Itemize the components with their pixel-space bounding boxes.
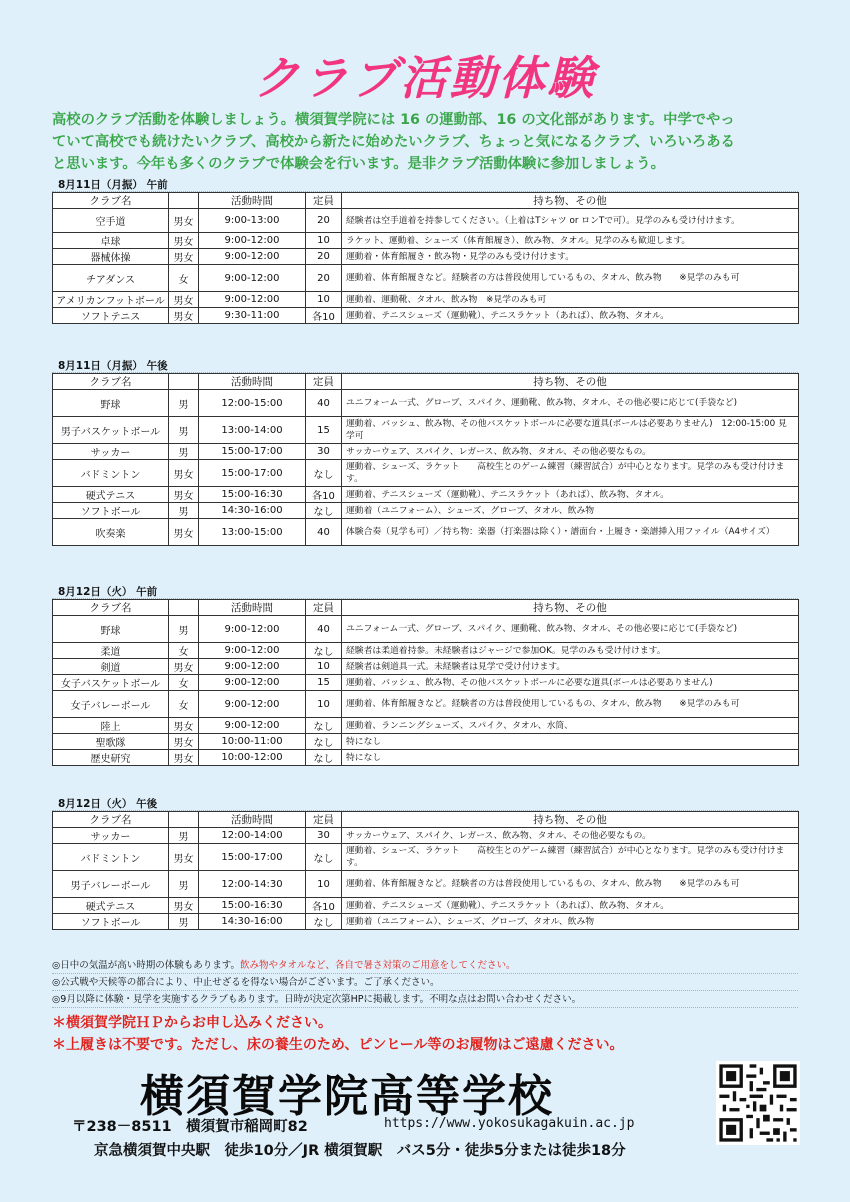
club-name: アメリカンフットボール	[53, 292, 169, 308]
note-heat-warning: 飲み物やタオルなど、各自で暑さ対策のご用意をしてください。	[240, 960, 516, 971]
activity-time: 15:00-17:00	[199, 844, 306, 871]
table-row	[53, 265, 799, 292]
gender: 男女	[169, 460, 199, 487]
session-heading: 8月12日（火） 午後	[52, 797, 798, 811]
table-row	[53, 308, 799, 324]
capacity: なし	[306, 734, 342, 750]
activity-time: 9:00-12:00	[199, 292, 306, 308]
activity-time: 14:30-16:00	[199, 503, 306, 519]
gender: 男女	[169, 249, 199, 265]
session-block	[52, 585, 798, 766]
note-heat	[52, 957, 798, 974]
capacity: 30	[306, 828, 342, 844]
col-items: 持ち物、その他	[342, 600, 799, 616]
table-row	[53, 734, 799, 750]
activity-time: 9:00-12:00	[199, 233, 306, 249]
warning-apply: ＊横須賀学院ＨＰからお申し込みください。	[52, 1015, 332, 1031]
table-row	[53, 750, 799, 766]
gender: 男	[169, 444, 199, 460]
col-gender	[169, 600, 199, 616]
capacity: なし	[306, 844, 342, 871]
capacity: なし	[306, 750, 342, 766]
club-name: バドミントン	[53, 844, 169, 871]
gender: 男女	[169, 487, 199, 503]
note-cancel: ◎公式戦や天候等の都合により、中止せざるを得ない場合がございます。ご了承ください。	[52, 974, 798, 991]
col-time: 活動時間	[199, 374, 306, 390]
capacity: 10	[306, 233, 342, 249]
activity-time: 9:30-11:00	[199, 308, 306, 324]
items-notes: 運動着、テニスシューズ（運動靴）、テニスラケット（あれば）、飲み物、タオル。	[342, 898, 799, 914]
table-row	[53, 233, 799, 249]
table-row	[53, 487, 799, 503]
items-notes: 体験合奏（見学も可）／持ち物：楽器（打楽器は除く）・譜面台・上履き・楽譜挿入用ファイル（A4サイズ）	[342, 519, 799, 546]
intro-line: ていて高校でも続けたいクラブ、高校から新たに始めたいクラブ、ちょっと気になるクラブ、いろいろある	[52, 134, 735, 150]
capacity: 15	[306, 417, 342, 444]
session-block	[52, 178, 798, 324]
activity-time: 13:00-14:00	[199, 417, 306, 444]
col-gender	[169, 374, 199, 390]
capacity: なし	[306, 914, 342, 930]
col-club-name: クラブ名	[53, 600, 169, 616]
intro-line: と思います。今年も多くのクラブで体験会を行います。是非クラブ活動体験に参加しましょう。	[52, 156, 665, 172]
schedule-table	[52, 599, 799, 766]
items-notes: 運動着、運動靴、タオル、飲み物 ※見学のみも可	[342, 292, 799, 308]
gender: 男女	[169, 233, 199, 249]
table-row	[53, 616, 799, 643]
gender: 男	[169, 417, 199, 444]
gender: 男	[169, 828, 199, 844]
table-row	[53, 444, 799, 460]
table-header-row	[53, 193, 799, 209]
gender: 男女	[169, 750, 199, 766]
capacity: 各10	[306, 487, 342, 503]
club-name: 聖歌隊	[53, 734, 169, 750]
items-notes: 運動着（ユニフォーム）、シューズ、グローブ、タオル、飲み物	[342, 914, 799, 930]
club-name: 歴史研究	[53, 750, 169, 766]
note-september: ◎9月以降に体験・見学を実施するクラブもあります。日時が決定次第HPに掲載します。不明な点はお問い合わせください。	[52, 991, 798, 1008]
table-row	[53, 828, 799, 844]
gender: 女	[169, 265, 199, 292]
club-name: ソフトボール	[53, 503, 169, 519]
capacity: 20	[306, 265, 342, 292]
items-notes: ラケット、運動着、シューズ（体育館履き）、飲み物、タオル。見学のみも歓迎します。	[342, 233, 799, 249]
address: 〒238－8511 横須賀市稲岡町82	[72, 1119, 308, 1135]
club-name: ソフトボール	[53, 914, 169, 930]
gender: 男	[169, 616, 199, 643]
club-name: サッカー	[53, 444, 169, 460]
table-row	[53, 249, 799, 265]
col-club-name: クラブ名	[53, 812, 169, 828]
capacity: 10	[306, 691, 342, 718]
capacity: 30	[306, 444, 342, 460]
items-notes: 運動着、シューズ、ラケット 高校生とのゲーム練習（練習試合）が中心となります。見学のみも受け付けます。	[342, 844, 799, 871]
club-name: 卓球	[53, 233, 169, 249]
activity-time: 14:30-16:00	[199, 914, 306, 930]
table-header-row	[53, 812, 799, 828]
page-title: クラブ活動体験	[253, 51, 597, 105]
session-heading: 8月11日（月振） 午前	[52, 178, 798, 192]
capacity: 20	[306, 209, 342, 233]
club-name: 女子バレーボール	[53, 691, 169, 718]
activity-time: 9:00-12:00	[199, 265, 306, 292]
table-row	[53, 519, 799, 546]
items-notes: 特になし	[342, 734, 799, 750]
table-row	[53, 844, 799, 871]
club-name: サッカー	[53, 828, 169, 844]
club-name: 器械体操	[53, 249, 169, 265]
items-notes: 運動着（ユニフォーム）、シューズ、グローブ、タオル、飲み物	[342, 503, 799, 519]
gender: 男	[169, 914, 199, 930]
col-capacity: 定員	[306, 374, 342, 390]
activity-time: 9:00-12:00	[199, 249, 306, 265]
capacity: 40	[306, 616, 342, 643]
items-notes: 運動着、体育館履きなど。経験者の方は普段使用しているもの、タオル、飲み物 ※見学のみも可	[342, 691, 799, 718]
col-gender	[169, 812, 199, 828]
club-name: 柔道	[53, 643, 169, 659]
table-row	[53, 675, 799, 691]
capacity: なし	[306, 503, 342, 519]
gender: 男女	[169, 292, 199, 308]
col-capacity: 定員	[306, 600, 342, 616]
items-notes: 運動着、テニスシューズ（運動靴）、テニスラケット（あれば）、飲み物、タオル。	[342, 487, 799, 503]
qr-code-icon[interactable]	[716, 1061, 800, 1145]
access-info: 京急横須賀中央駅 徒歩10分／JR 横須賀駅 バス5分・徒歩5分または徒歩18分	[94, 1143, 626, 1159]
capacity: 10	[306, 871, 342, 898]
gender: 男女	[169, 519, 199, 546]
col-club-name: クラブ名	[53, 374, 169, 390]
gender: 男女	[169, 659, 199, 675]
items-notes: ユニフォーム一式、グローブ、スパイク、運動靴、飲み物、タオル、その他必要に応じて(手袋など)	[342, 390, 799, 417]
table-row	[53, 292, 799, 308]
activity-time: 9:00-12:00	[199, 659, 306, 675]
intro-line: 高校のクラブ活動を体験しましょう。横須賀学院には 16 の運動部、16 の文化部があります。中学でやっ	[52, 112, 735, 128]
gender: 女	[169, 691, 199, 718]
note-heat-text: ◎日中の気温が高い時期の体験もあります。	[52, 960, 241, 971]
capacity: 20	[306, 249, 342, 265]
gender: 女	[169, 643, 199, 659]
items-notes: 運動着、体育館履きなど。経験者の方は普段使用しているもの、タオル、飲み物 ※見学のみも可	[342, 871, 799, 898]
gender: 男女	[169, 209, 199, 233]
activity-time: 10:00-11:00	[199, 734, 306, 750]
activity-time: 15:00-17:00	[199, 444, 306, 460]
schedule-table	[52, 373, 799, 546]
gender: 男女	[169, 898, 199, 914]
table-row	[53, 503, 799, 519]
table-row	[53, 209, 799, 233]
intro-text	[52, 109, 812, 175]
table-header-row	[53, 600, 799, 616]
capacity: なし	[306, 718, 342, 734]
website-link[interactable]: https://www.yokosukagakuin.ac.jp	[384, 1116, 635, 1131]
session-heading: 8月12日（火） 午前	[52, 585, 798, 599]
table-row	[53, 914, 799, 930]
items-notes: 経験者は柔道着持参。未経験者はジャージで参加OK。見学のみも受け付けます。	[342, 643, 799, 659]
gender: 男女	[169, 734, 199, 750]
capacity: 10	[306, 659, 342, 675]
table-row	[53, 718, 799, 734]
table-row	[53, 460, 799, 487]
items-notes: 運動着、シューズ、ラケット 高校生とのゲーム練習（練習試合）が中心となります。見学のみも受け付けます。	[342, 460, 799, 487]
gender: 女	[169, 675, 199, 691]
items-notes: 運動着、バッシュ、飲み物、その他バスケットボールに必要な道具(ボールは必要ありません)	[342, 675, 799, 691]
activity-time: 12:00-15:00	[199, 390, 306, 417]
club-name: ソフトテニス	[53, 308, 169, 324]
club-name: 女子バスケットボール	[53, 675, 169, 691]
club-name: 男子バスケットボール	[53, 417, 169, 444]
club-name: 男子バレーボール	[53, 871, 169, 898]
activity-time: 12:00-14:30	[199, 871, 306, 898]
club-name: 野球	[53, 390, 169, 417]
gender: 男	[169, 390, 199, 417]
col-items: 持ち物、その他	[342, 812, 799, 828]
table-row	[53, 659, 799, 675]
warning-shoes: ＊上履きは不要です。ただし、床の養生のため、ピンヒール等のお履物はご遠慮ください。	[52, 1037, 624, 1053]
capacity: 40	[306, 390, 342, 417]
gender: 男女	[169, 718, 199, 734]
table-row	[53, 898, 799, 914]
club-name: 野球	[53, 616, 169, 643]
schedule-table	[52, 811, 799, 930]
items-notes: 運動着、ランニングシューズ、スパイク、タオル、水筒、	[342, 718, 799, 734]
club-name: チアダンス	[53, 265, 169, 292]
activity-time: 15:00-16:30	[199, 487, 306, 503]
gender: 男	[169, 503, 199, 519]
capacity: なし	[306, 643, 342, 659]
table-row	[53, 871, 799, 898]
club-name: 硬式テニス	[53, 487, 169, 503]
activity-time: 9:00-12:00	[199, 718, 306, 734]
col-items: 持ち物、その他	[342, 374, 799, 390]
table-row	[53, 390, 799, 417]
items-notes: 運動着・体育館履き・飲み物・見学のみも受け付けます。	[342, 249, 799, 265]
col-items: 持ち物、その他	[342, 193, 799, 209]
gender: 男女	[169, 844, 199, 871]
activity-time: 9:00-12:00	[199, 691, 306, 718]
table-row	[53, 691, 799, 718]
club-name: 空手道	[53, 209, 169, 233]
col-time: 活動時間	[199, 812, 306, 828]
club-name: 吹奏楽	[53, 519, 169, 546]
items-notes: サッカーウェア、スパイク、レガース、飲み物、タオル、その他必要なもの。	[342, 444, 799, 460]
school-name: 横須賀学院高等学校	[140, 1071, 554, 1122]
table-row	[53, 417, 799, 444]
schedule-table	[52, 192, 799, 324]
items-notes: 経験者は空手道着を持参してください。（上着はTシャツ or ロンTで可）。見学のみも受け付けます。	[342, 209, 799, 233]
club-name: 硬式テニス	[53, 898, 169, 914]
club-name: バドミントン	[53, 460, 169, 487]
club-name: 陸上	[53, 718, 169, 734]
table-header-row	[53, 374, 799, 390]
activity-time: 9:00-12:00	[199, 643, 306, 659]
table-row	[53, 643, 799, 659]
col-time: 活動時間	[199, 193, 306, 209]
activity-time: 13:00-15:00	[199, 519, 306, 546]
session-block	[52, 797, 798, 930]
notes	[52, 957, 798, 1008]
col-capacity: 定員	[306, 193, 342, 209]
activity-time: 12:00-14:00	[199, 828, 306, 844]
club-name: 剣道	[53, 659, 169, 675]
items-notes: 運動着、バッシュ、飲み物、その他バスケットボールに必要な道具(ボールは必要ありません) 12:00-15:00 見学可	[342, 417, 799, 444]
activity-time: 9:00-12:00	[199, 675, 306, 691]
capacity: 各10	[306, 898, 342, 914]
activity-time: 10:00-12:00	[199, 750, 306, 766]
col-time: 活動時間	[199, 600, 306, 616]
items-notes: 経験者は剣道具一式。未経験者は見学で受け付けます。	[342, 659, 799, 675]
items-notes: 特になし	[342, 750, 799, 766]
items-notes: 運動着、テニスシューズ（運動靴）、テニスラケット（あれば）、飲み物、タオル。	[342, 308, 799, 324]
col-capacity: 定員	[306, 812, 342, 828]
capacity: なし	[306, 460, 342, 487]
capacity: 10	[306, 292, 342, 308]
gender: 男	[169, 871, 199, 898]
session-heading: 8月11日（月振） 午後	[52, 359, 798, 373]
col-gender	[169, 193, 199, 209]
capacity: 40	[306, 519, 342, 546]
capacity: 15	[306, 675, 342, 691]
activity-time: 9:00-13:00	[199, 209, 306, 233]
items-notes: ユニフォーム一式、グローブ、スパイク、運動靴、飲み物、タオル、その他必要に応じて(手袋など)	[342, 616, 799, 643]
items-notes: 運動着、体育館履きなど。経験者の方は普段使用しているもの、タオル、飲み物 ※見学のみも可	[342, 265, 799, 292]
items-notes: サッカーウェア、スパイク、レガース、飲み物、タオル、その他必要なもの。	[342, 828, 799, 844]
activity-time: 15:00-17:00	[199, 460, 306, 487]
activity-time: 9:00-12:00	[199, 616, 306, 643]
activity-time: 15:00-16:30	[199, 898, 306, 914]
gender: 男女	[169, 308, 199, 324]
col-club-name: クラブ名	[53, 193, 169, 209]
capacity: 各10	[306, 308, 342, 324]
session-block	[52, 359, 798, 546]
